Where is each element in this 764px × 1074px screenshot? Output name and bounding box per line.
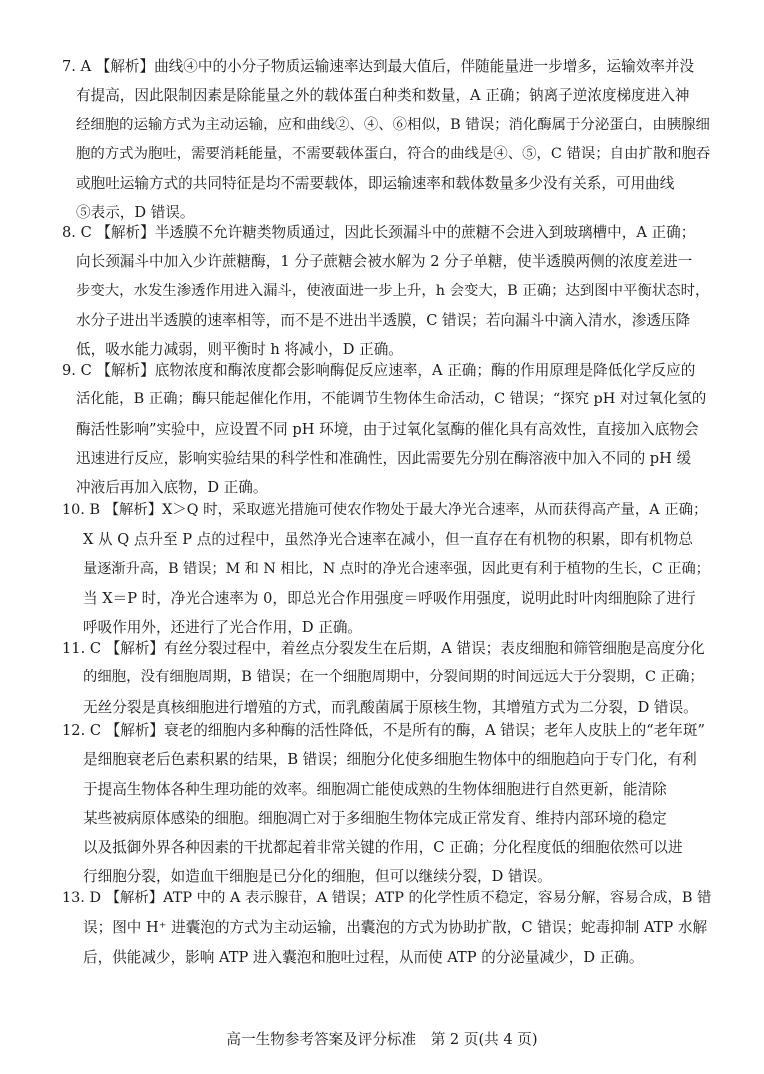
answer-line: 低，吸水能力减弱，则平衡时 h 将减小，D 正确。 xyxy=(76,341,403,359)
answer-item-8 xyxy=(62,218,712,364)
answer-line: 量逐渐升高，B 错误；M 和 N 相比，N 点时的净光合速率强，因此更有利于植物的生长，C 正确； xyxy=(83,560,710,577)
answer-line: 于提高生物体各种生理功能的效率。细胞凋亡能使成熟的生物体细胞进行自然更新，能清除 xyxy=(83,780,667,798)
answer-item-11 xyxy=(62,634,712,722)
answer-line: 呼吸作用外，还进行了光合作用，D 正确。 xyxy=(83,619,363,637)
answer-line: 8. C 【解析】半透膜不允许糖类物质通过，因此长颈漏斗中的蔗糖不会进入到玻璃槽中，A 正确； xyxy=(62,224,696,241)
answer-line: 10. B 【解析】X＞Q 时，采取遮光措施可使农作物处于最大净光合速率，从而获得高产量，A 正确； xyxy=(62,502,708,518)
answer-line: 迅速进行反应，影响实验结果的科学性和准确性，因此需要先分别在酶溶液中加入不同的 pH 缓 xyxy=(76,449,692,467)
answer-line: 经细胞的运输方式为主动运输，应和曲线②、④、⑥相似，B 错误；消化酶属于分泌蛋白，由胰腺细 xyxy=(76,116,710,133)
answer-item-13 xyxy=(62,884,712,972)
answer-item-7 xyxy=(62,52,712,228)
answer-line: ⑤表示，D 错误。 xyxy=(76,204,195,222)
answer-line: 12. C 【解析】衰老的细胞内多种酶的活性降低，不是所有的酶，A 错误；老年人皮肤上的“老年斑” xyxy=(62,722,705,739)
answer-line: 9. C 【解析】底物浓度和酶浓度都会影响酶促反应速率，A 正确；酶的作用原理是降低化学反应的 xyxy=(62,362,696,379)
answer-line: 的细胞，没有细胞周期，B 错误；在一个细胞周期中，分裂间期的时间远远大于分裂期，C 正确； xyxy=(83,669,704,686)
answer-line: 11. C 【解析】有丝分裂过程中，着丝点分裂发生在后期，A 错误；表皮细胞和筛管细胞是高度分化 xyxy=(62,640,705,657)
answer-line: 向长颈漏斗中加入少许蔗糖酶，1 分子蔗糖会被水解为 2 分子单糖，使半透膜两侧的浓度差进一 xyxy=(76,253,693,271)
answer-line: 13. D 【解析】ATP 中的 A 表示腺苷，A 错误；ATP 的化学性质不稳定，容易分解，容易合成，B 错 xyxy=(62,890,712,906)
answer-line: 胞的方式为胞吐，需要消耗能量，不需要载体蛋白，符合的曲线是④、⑤，C 错误；自由扩散和胞吞 xyxy=(76,145,711,162)
answer-line: 后，供能减少，影响 ATP 进入囊泡和胞吐过程，从而使 ATP 的分泌量减少，D 正确。 xyxy=(83,948,644,966)
answer-line: 无丝分裂是真核细胞进行增殖的方式，而乳酸菌属于原核生物，其增殖方式为二分裂，D 错误。 xyxy=(83,698,698,716)
page-footer: 高一生物参考答案及评分标准 第 2 页(共 4 页) xyxy=(226,1031,538,1048)
answer-line: 酶活性影响”实验中，应设置不同 pH 环境，由于过氧化氢酶的催化具有高效性，直接加入底物会 xyxy=(76,420,699,438)
answer-line: 以及抵御外界各种因素的干扰都起着非常关键的作用，C 正确；分化程度低的细胞依然可以进 xyxy=(83,839,683,857)
answer-line: 或胞吐运输方式的共同特征是均不需要载体，即运输速率和载体数量多少没有关系，可用曲线 xyxy=(76,175,675,193)
answer-line: 步变大，水发生渗透作用进入漏斗，使液面进一步上升，h 会变大，B 正确；达到图中平衡状态时， xyxy=(76,282,710,299)
answer-line: 当 X＝P 时，净光合速率为 0，即总光合作用强度＝呼吸作用强度，说明此时叶肉细胞除了进行 xyxy=(83,589,696,607)
answer-line: X 从 Q 点升至 P 点的过程中，虽然净光合速率在减小，但一直存在有机物的积累，即有机物总 xyxy=(83,531,693,549)
answer-item-12 xyxy=(62,716,712,892)
answer-item-10 xyxy=(62,496,712,642)
answer-line: 活化能，B 正确；酶只能起催化作用，不能调节生物体生命活动，C 错误；“探究 pH 对过氧化氢的 xyxy=(76,391,707,408)
answer-item-9 xyxy=(62,356,712,502)
answer-line: 误；图中 H⁺ 进囊泡的方式为主动运输，出囊泡的方式为协助扩散，C 错误；蛇毒抑制 ATP 水解 xyxy=(83,919,708,937)
answer-line: 某些被病原体感染的细胞。细胞凋亡对于多细胞生物体完成正常发育、维持内部环境的稳定 xyxy=(83,809,667,827)
answer-line: 7. A 【解析】曲线④中的小分子物质运输速率达到最大值后，伴随能量进一步增多，运输效率并没 xyxy=(62,58,695,75)
answer-line: 行细胞分裂，如造血干细胞是已分化的细胞，但可以继续分裂，D 错误。 xyxy=(83,868,552,886)
answer-line: 冲液后再加入底物，D 正确。 xyxy=(76,479,268,497)
answer-line: 有提高，因此限制因素是除能量之外的载体蛋白种类和数量，A 正确；钠离子逆浓度梯度进入神 xyxy=(76,87,690,105)
answer-line: 水分子进出半透膜的速率相等，而不是不进出半透膜，C 错误；若向漏斗中滴入清水，渗透压降 xyxy=(76,311,691,329)
answer-line: 是细胞衰老后色素积累的结果，B 错误；细胞分化使多细胞生物体中的细胞趋向于专门化，有利 xyxy=(83,751,697,769)
